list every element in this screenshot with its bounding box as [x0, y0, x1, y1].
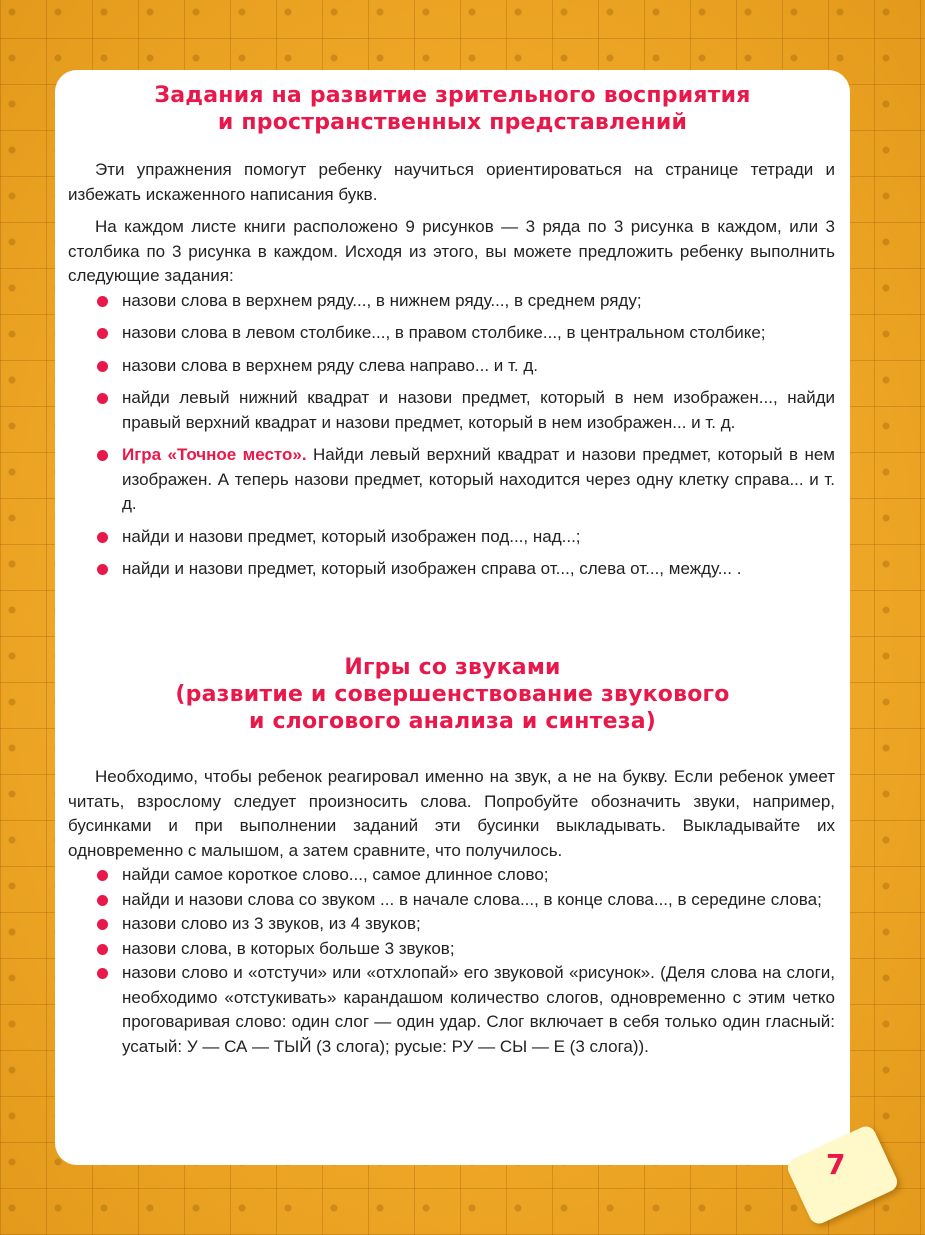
bullet-icon — [97, 895, 108, 906]
item-text: назови слова в верхнем ряду..., в нижнем ряду..., в среднем ряду; — [122, 290, 642, 310]
section2-body — [68, 765, 835, 1059]
list-item — [68, 443, 835, 517]
page-card — [55, 70, 850, 1165]
item-text: назови слово и «отстучи» или «отхлопай» его звуковой «рисунок». (Деля слова на слоги, необходимо «отстукивать» карандашом количество слогов, одновременно с этим четко проговаривая слово: один слог — один удар. Слог включает в себя только один гласный: усатый: У — СА — ТЫЙ (3 слога); русые: РУ — СЫ — Е (3 слога)). — [122, 963, 835, 1056]
bullet-icon — [97, 393, 108, 404]
item-text: Найди левый верхний квадрат и назови предмет, который в нем изображен. А теперь назови предмет, который находится через одну клетку справа... и т. д. — [122, 445, 835, 513]
heading-line: Игры со звуками — [344, 655, 561, 680]
bullet-icon — [97, 919, 108, 930]
list-item — [68, 289, 835, 314]
list-item — [68, 937, 835, 962]
bullet-icon — [97, 564, 108, 575]
item-text: назови слово из 3 звуков, из 4 звуков; — [122, 914, 421, 933]
paragraph: На каждом листе книги расположено 9 рисунков — 3 ряда по 3 рисунка в каждом, или 3 столбика по 3 рисунка в каждом. Исходя из этого, вы можете предложить ребенку выполнить следующие задания: — [68, 217, 835, 285]
list-item — [68, 321, 835, 346]
section1-body — [68, 158, 835, 582]
item-text: найди и назови предмет, который изображен справа от..., слева от..., между... . — [122, 559, 742, 578]
paragraph: Эти упражнения помогут ребенку научиться ориентироваться на странице тетради и избежать искаженного написания букв. — [68, 160, 835, 204]
list-item — [68, 354, 835, 379]
item-text: назови слова, в которых больше 3 звуков; — [122, 938, 455, 958]
item-text: найди левый нижний квадрат и назови предмет, который в нем изображен..., найди правый верхний квадрат и назови предмет, который в нем изображен... и т. д. — [122, 388, 835, 432]
bullet-icon — [97, 532, 108, 543]
task-list — [68, 863, 835, 1059]
heading-line: и слогового анализа и синтеза) — [248, 709, 657, 734]
item-text: назови слова в левом столбике..., в правом столбике..., в центральном столбике; — [122, 323, 766, 342]
list-item — [68, 888, 835, 913]
list-item — [68, 961, 835, 1059]
bullet-icon — [97, 328, 108, 339]
game-label: Игра «Точное место». — [122, 445, 307, 464]
heading-line: Задания на развитие зрительного восприятия — [154, 83, 751, 108]
heading-line: (развитие и совершенствование звукового — [175, 682, 730, 707]
section2-heading — [55, 654, 850, 735]
page-number: 7 — [826, 1148, 846, 1181]
list-item — [68, 912, 835, 937]
bullet-icon — [97, 944, 108, 955]
list-item — [68, 557, 835, 582]
paragraph: Необходимо, чтобы ребенок реагировал именно на звук, а не на букву. Если ребенок умеет читать, взрослому следует произносить слова. Попробуйте обозначить звуки, например, бусинками и при выполнении заданий эти бусинки выкладывать. Выкладывайте их одновременно с малышом, а затем сравните, что получилось. — [68, 767, 835, 860]
bullet-icon — [97, 870, 108, 881]
list-item — [68, 386, 835, 435]
item-text: найди и назови предмет, который изображен под..., над...; — [122, 526, 581, 546]
task-list — [68, 289, 835, 582]
section1-heading — [55, 82, 850, 136]
item-text: найди и назови слова со звуком ... в начале слова..., в конце слова..., в середине слова; — [122, 889, 822, 909]
heading-line: и пространственных представлений — [217, 110, 688, 135]
item-text: найди самое короткое слово..., самое длинное слово; — [122, 865, 549, 884]
item-text: назови слова в верхнем ряду слева направо... и т. д. — [122, 355, 538, 375]
list-item — [68, 863, 835, 888]
bullet-icon — [97, 361, 108, 372]
bullet-icon — [97, 296, 108, 307]
bullet-icon — [97, 968, 108, 979]
list-item — [68, 525, 835, 550]
bullet-icon — [97, 450, 108, 461]
